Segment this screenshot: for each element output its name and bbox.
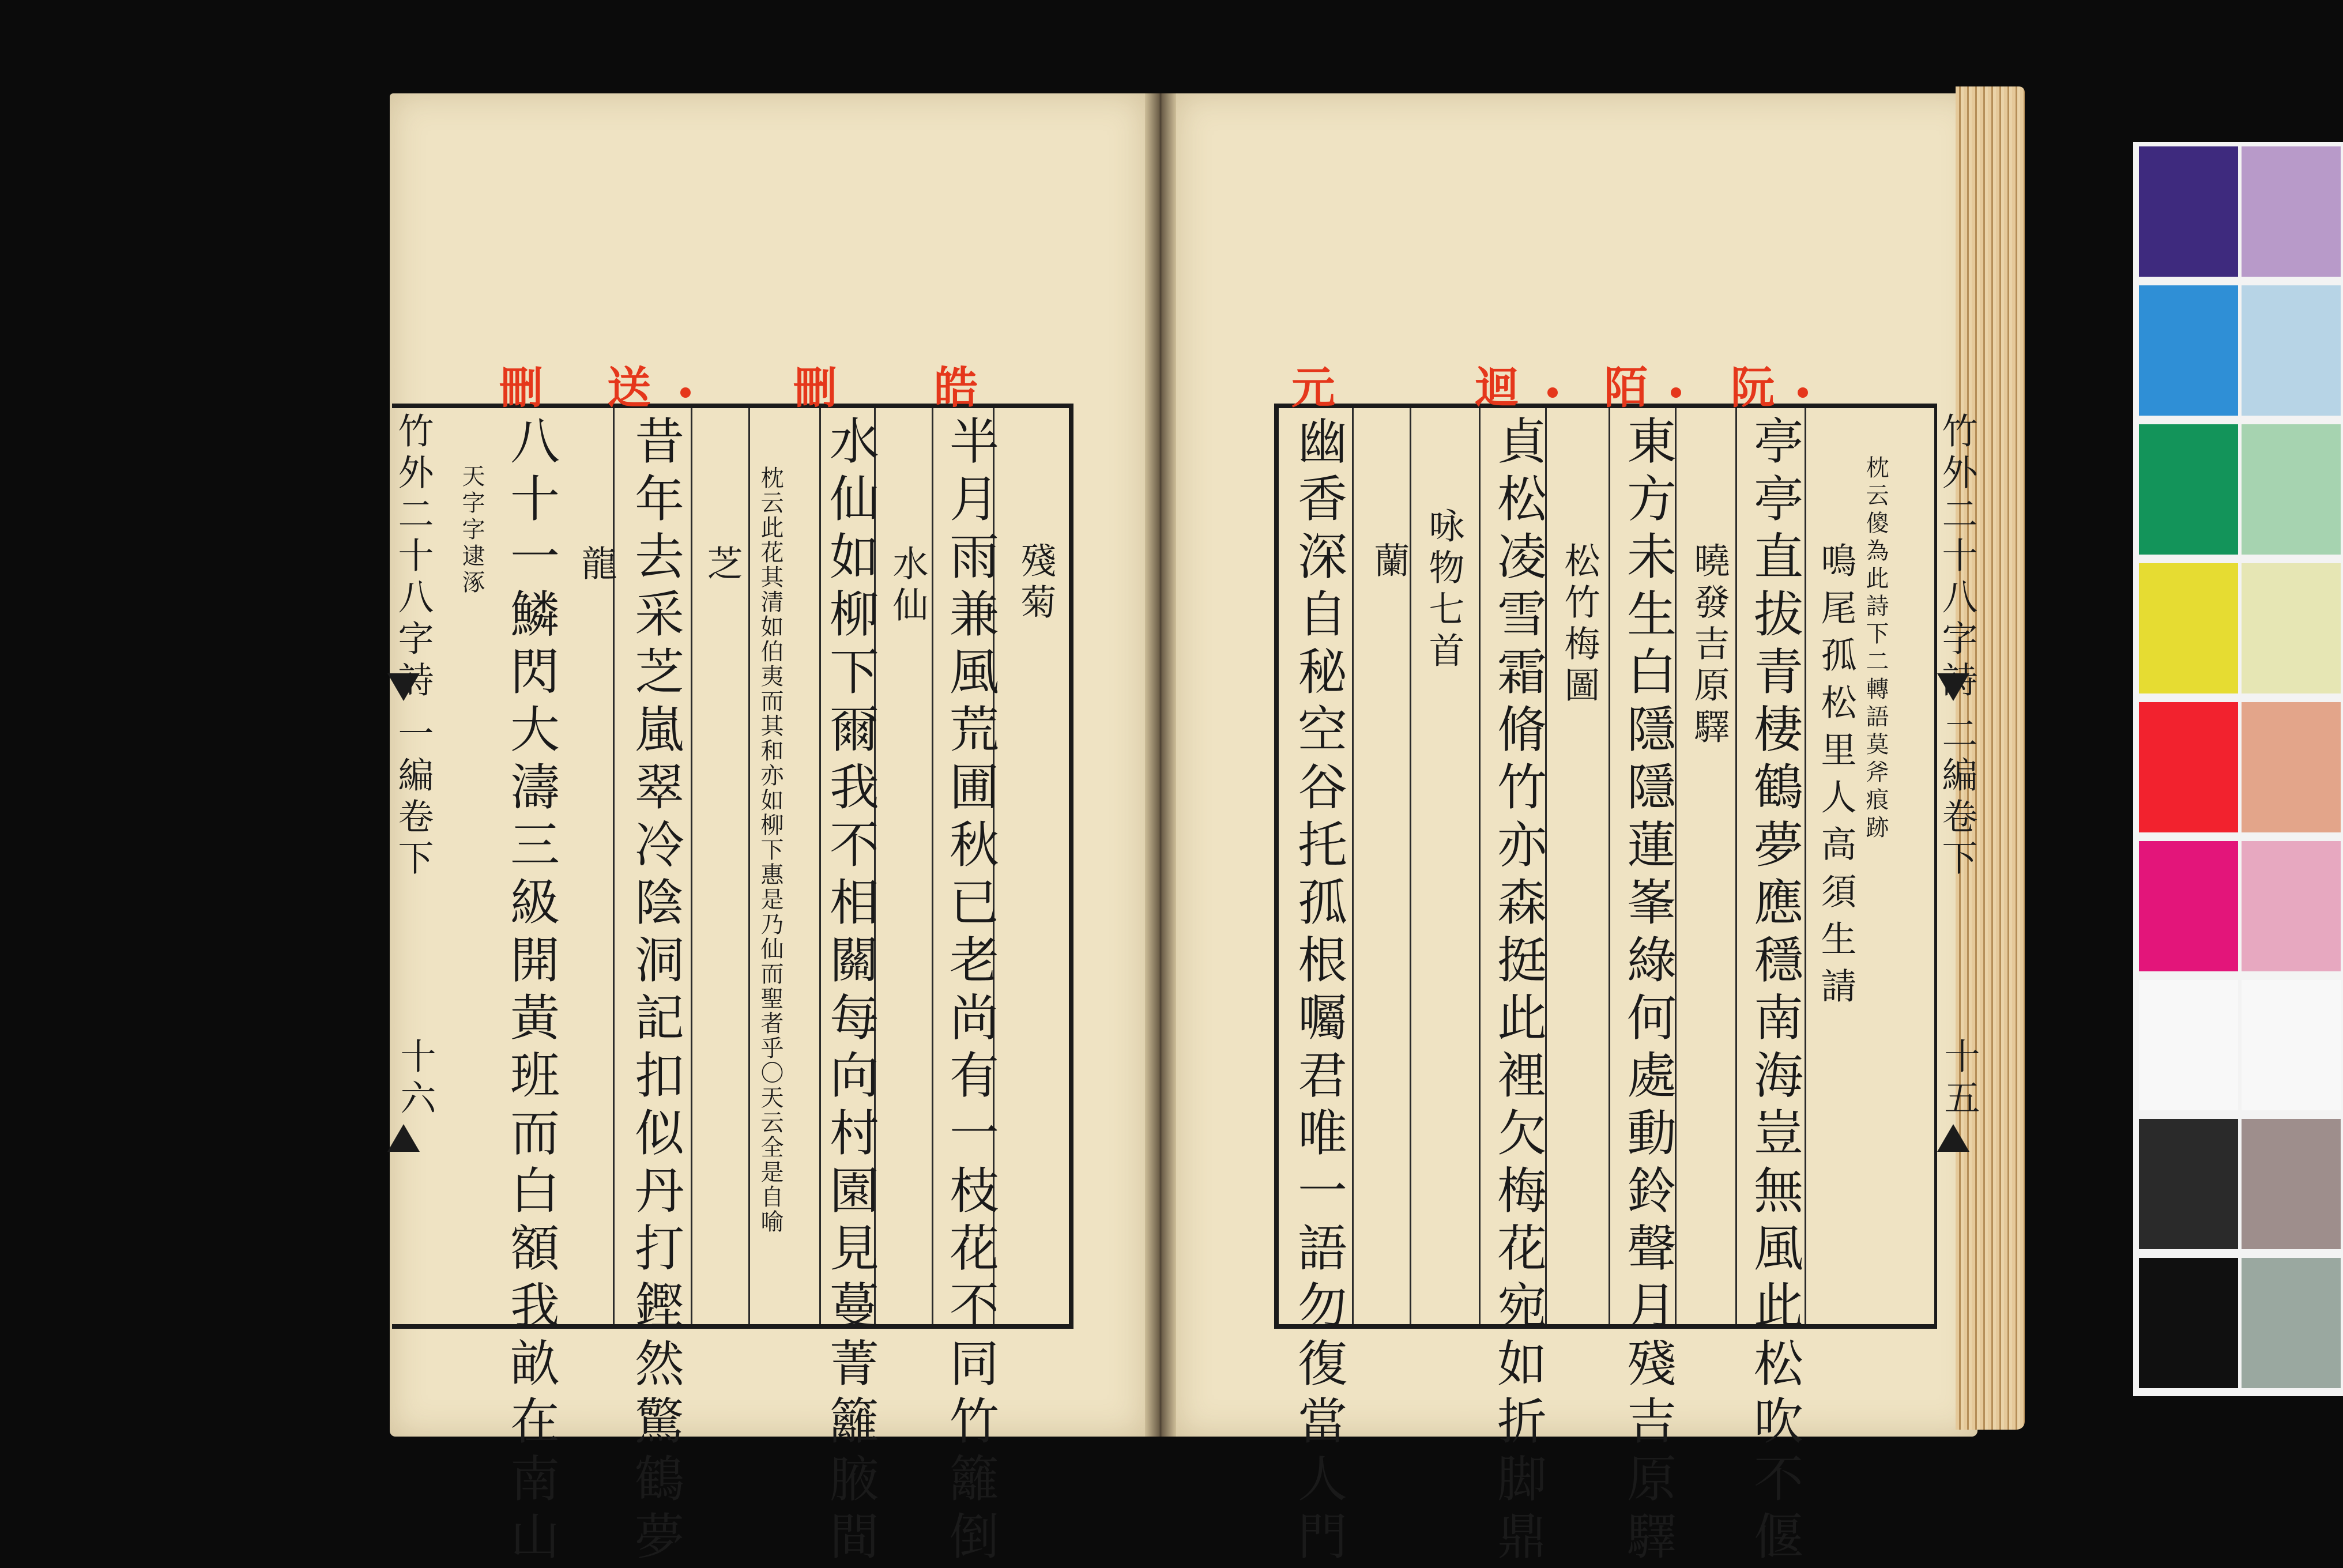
color-patch: [2242, 1119, 2341, 1249]
margin-title: 竹外二十八字詩: [392, 412, 434, 703]
red-annotation: 陌: [1604, 362, 1648, 413]
column-rule: [1735, 408, 1737, 1324]
poem-line: 東方未生白隱隱蓮峯綠何處動鈴聲月殘吉原驛: [1618, 415, 1676, 1568]
annotation-note: 天字字逮涿: [458, 464, 485, 597]
red-dot-mark: [680, 387, 691, 398]
red-dot-mark: [1671, 387, 1681, 398]
color-patch: [2242, 1258, 2341, 1388]
margin-folio: 十五: [1938, 1038, 1980, 1121]
fish-tail-mark: [1937, 1124, 1969, 1152]
poem-title: 曉發吉原驛: [1688, 542, 1730, 749]
red-annotation: 送: [607, 362, 651, 413]
poem-line: 貞松凌雪霜脩竹亦森挺此裡欠梅花宛如折脚鼎: [1489, 415, 1546, 1568]
margin-folio: 十六: [394, 1038, 436, 1121]
color-patch: [2242, 980, 2341, 1110]
poem-line: 昔年去采芝嵐翠冷陰洞記扣似丹打鏗然驚鶴夢: [626, 415, 684, 1568]
color-patch: [2139, 702, 2238, 832]
color-patch: [2139, 1119, 2238, 1249]
poem-line: 八十一鱗閃大濤三級開黃班而白額我畝在南山: [502, 415, 559, 1568]
poem-title: 殘菊: [1015, 542, 1057, 625]
red-annotation: 阮: [1731, 362, 1775, 413]
poem-line: 亭亭直拔青棲鶴夢應穩南海豈無風此松吹不偃: [1745, 415, 1803, 1568]
poem-line: 水仙如柳下爾我不相關每向村園見蔓菁籬腋間: [821, 415, 879, 1568]
annotation-note: 枕云傻為此詩下二轉語莫斧痕跡: [1862, 455, 1889, 843]
red-annotation: 皓: [934, 362, 978, 413]
color-patch: [2139, 841, 2238, 971]
color-patch: [2139, 1258, 2238, 1388]
margin-volume: 一編卷下: [392, 715, 434, 881]
color-patch: [2242, 563, 2341, 693]
color-patch: [2139, 424, 2238, 555]
red-annotation: 元: [1291, 362, 1335, 413]
column-rule: [691, 408, 692, 1324]
red-dot-mark: [1798, 387, 1808, 398]
poem-title: 蘭: [1368, 542, 1410, 583]
margin-title: 竹外二十八字詩: [1936, 412, 1978, 703]
color-patch: [2242, 424, 2341, 555]
red-annotation: 迴: [1475, 362, 1519, 413]
color-patch: [2139, 285, 2238, 416]
fish-tail-mark: [387, 1124, 420, 1152]
column-rule: [1479, 408, 1481, 1324]
poem-title: 鳴尾孤松里人高須生請: [1815, 542, 1857, 1015]
annotation-note: 枕云此花其清如伯夷而其和亦如柳下惠是乃仙而聖者乎〇天云全是自喻: [757, 466, 783, 1234]
poem-title: 松竹梅圖: [1558, 542, 1600, 708]
fish-tail-mark: [387, 673, 420, 701]
fish-tail-mark: [1937, 673, 1969, 701]
poem-title: 水仙: [887, 545, 929, 628]
red-annotation: 刪: [499, 362, 543, 413]
margin-volume: 二編卷下: [1936, 715, 1978, 881]
column-rule: [1609, 408, 1610, 1324]
color-patch: [2139, 146, 2238, 277]
column-rule: [748, 408, 750, 1324]
poem-line: 幽香深自秘空谷托孤根囑君唯一語勿復當人門: [1289, 415, 1347, 1568]
color-patch: [2139, 980, 2238, 1110]
poem-title: 咏物七首: [1423, 507, 1465, 673]
color-patch: [2242, 841, 2341, 971]
poem-line: 半月雨兼風荒圃秋已老尚有一枝花不同竹籬倒: [941, 415, 999, 1568]
color-patch: [2139, 563, 2238, 693]
color-patch: [2242, 702, 2341, 832]
red-annotation: 刪: [793, 362, 837, 413]
red-dot-mark: [1547, 387, 1558, 398]
poem-title: 芝: [701, 545, 743, 586]
color-patch: [2242, 285, 2341, 416]
poem-title: 龍: [575, 545, 617, 586]
color-patch: [2242, 146, 2341, 277]
book-gutter: [1145, 93, 1176, 1437]
